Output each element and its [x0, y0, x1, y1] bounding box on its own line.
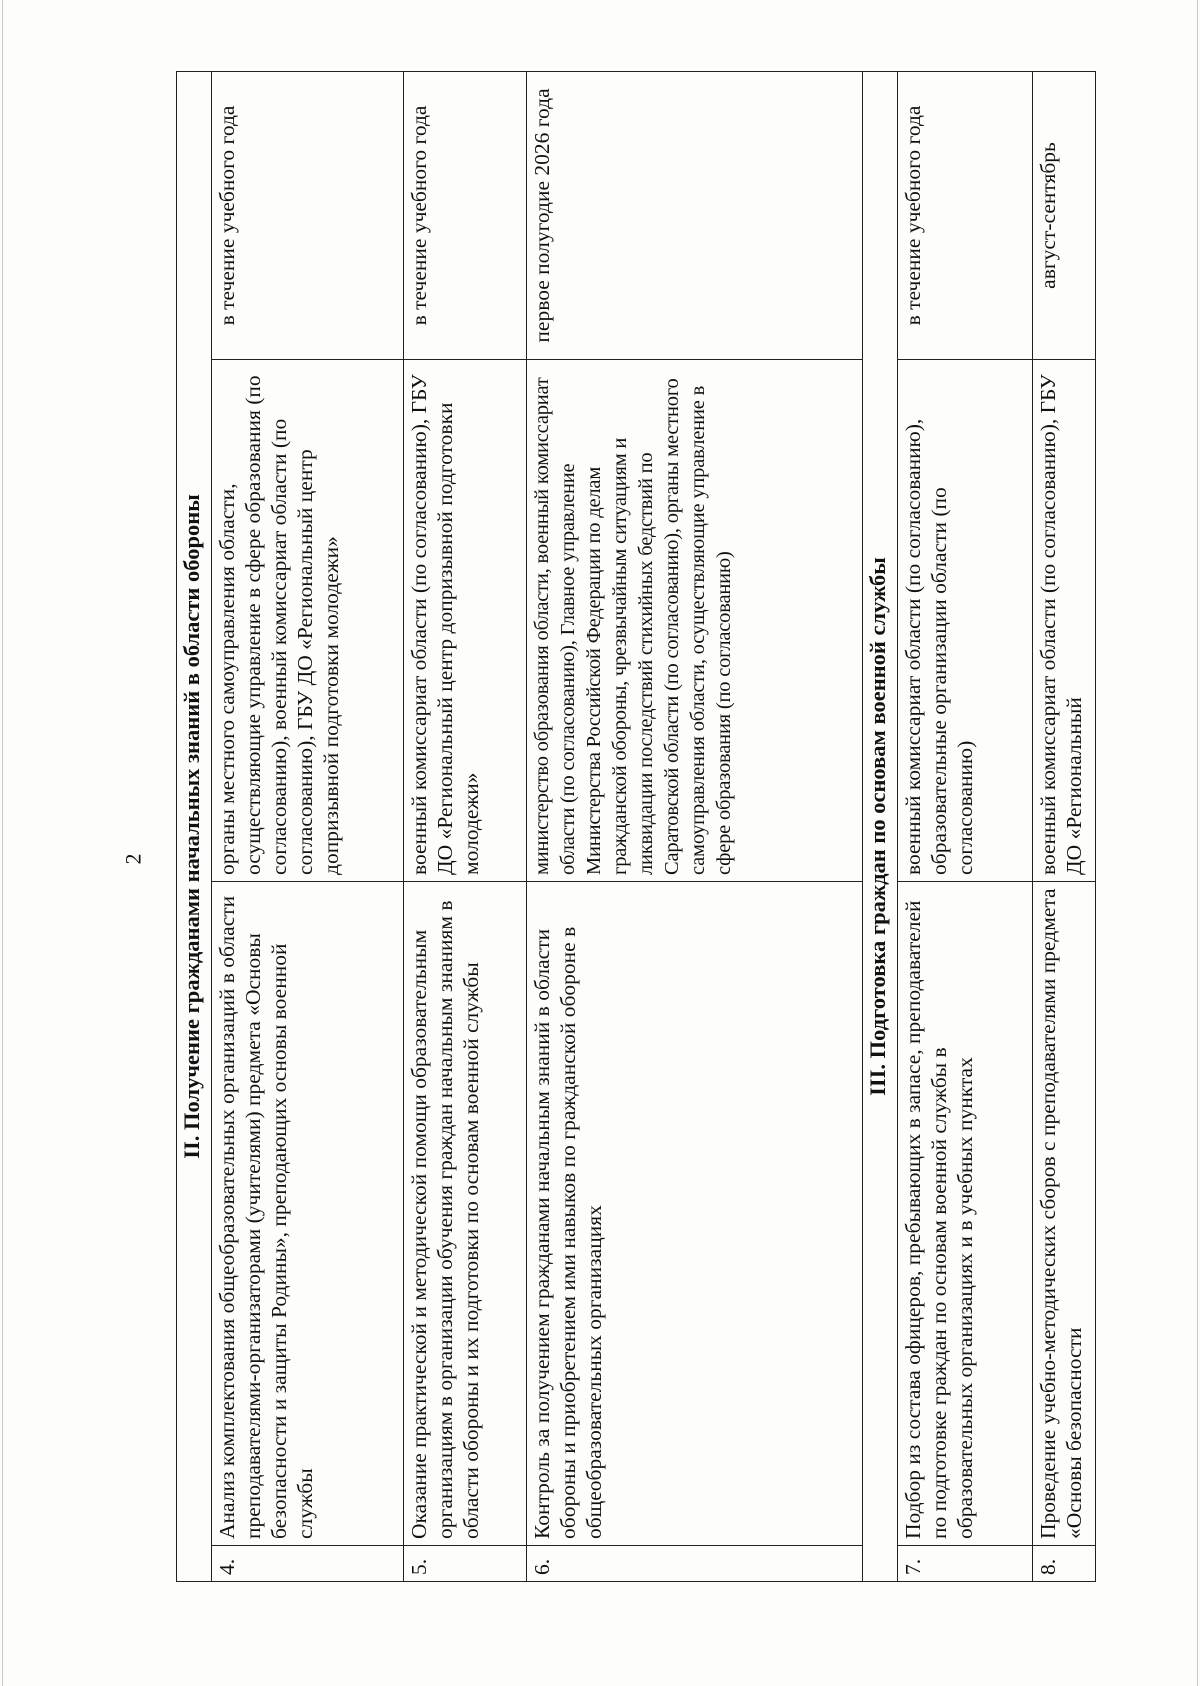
table-row — [404, 71, 527, 1581]
task-cell: Оказание практической и методической помощи образовательным организациям в организации обучения граждан начальным знаниям в области обороны и их подготовки по основам военной службы — [404, 882, 527, 1546]
term-cell: первое полугодие 2026 года — [527, 71, 863, 359]
executors-cell: военный комиссариат области (по согласованию), ГБУ ДО «Региональный центр допризывной подготовки молодежи» — [404, 360, 527, 882]
term-cell: август-сентябрь — [1033, 71, 1096, 359]
task-cell: Проведение учебно-методических сборов с преподавателями предмета «Основы безопасности — [1033, 882, 1096, 1546]
executors-cell: военный комиссариат области (по согласованию), образовательные организации области (по согласованию) — [898, 360, 1033, 882]
term-cell: в течение учебного года — [212, 71, 404, 359]
table-row — [1033, 71, 1096, 1581]
plan-table — [176, 71, 1096, 1582]
page-number: 2 — [120, 853, 146, 865]
table-row — [212, 71, 404, 1581]
table-row — [527, 71, 863, 1581]
task-cell: Подбор из состава офицеров, пребывающих в запасе, преподавателей по подготовке граждан по основам военной службы в образовательных организациях и в учебных пунктах — [898, 882, 1033, 1546]
section-header-row — [177, 71, 212, 1581]
row-number: 6. — [527, 1546, 863, 1582]
task-cell: Контроль за получением гражданами начальным знаний в области обороны и приобретением ими навыков по гражданской обороне в общеобразовательных организациях — [527, 882, 863, 1546]
section-title: II. Получение гражданами начальных знаний в области обороны — [177, 71, 212, 1581]
executors-cell: министерство образования области, военный комиссариат области (по согласованию), Главное управление Министерства Российской Федерации по делам гражданской обороны, чрезвычайным ситуациям и ликвидации последствий стихийных бедствий по Саратовской области (по согласованию), органы местного самоуправления области, осуществляющие управление в сфере образования (по согласованию) — [527, 360, 863, 882]
term-cell: в течение учебного года — [404, 71, 527, 359]
table-row — [898, 71, 1033, 1581]
row-number: 5. — [404, 1546, 527, 1582]
section-header-row — [862, 71, 897, 1581]
row-number: 8. — [1033, 1546, 1096, 1582]
section-title: III. Подготовка граждан по основам военной службы — [862, 71, 897, 1581]
rotated-table-container — [176, 72, 1096, 1582]
row-number: 4. — [212, 1546, 404, 1582]
executors-cell: органы местного самоуправления области, осуществляющие управление в сфере образования (по согласованию), военный комиссариат области (по согласованию), ГБУ ДО «Региональный центр допризывной подготовки молодежи» — [212, 360, 404, 882]
executors-cell: военный комиссариат области (по согласованию), ГБУ ДО «Региональный — [1033, 360, 1096, 882]
term-cell: в течение учебного года — [898, 71, 1033, 359]
task-cell: Анализ комплектования общеобразовательных организаций в области преподавателями-организаторами (учителями) предмета «Основы безопасности и защиты Родины», преподающих основы военной службы — [212, 882, 404, 1546]
row-number: 7. — [898, 1546, 1033, 1582]
